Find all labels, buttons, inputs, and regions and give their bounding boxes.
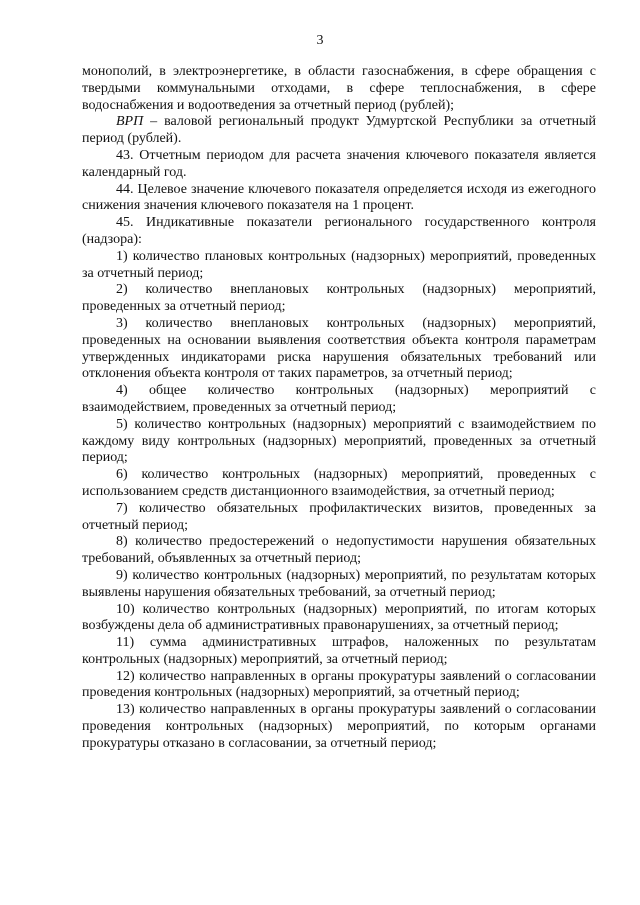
page-number: 3	[316, 33, 324, 48]
list-item: 8) количество предостережений о недопустимости нарушения обязательных требований, объявленных за отчетный период;	[82, 534, 596, 567]
list-item: 4) общее количество контрольных (надзорных) мероприятий с взаимодействием, проведенных за отчетный период;	[82, 383, 596, 415]
paragraph: 45. Индикативные показатели регионального государственного контроля (надзора):	[82, 215, 596, 247]
paragraph: монополий, в электроэнергетике, в области газоснабжения, в сфере обращения с твердыми коммунальными отходами, в сфере теплоснабжения, в сфере водоснабжения и водоотведения за отчетный период (рублей);	[82, 64, 596, 113]
list-item: 1) количество плановых контрольных (надзорных) мероприятий, проведенных за отчетный период;	[82, 248, 596, 281]
document-body	[82, 64, 596, 753]
definition-paragraph	[82, 114, 596, 148]
definition-term: ВРП	[116, 114, 144, 130]
list-item: 3) количество внеплановых контрольных (надзорных) мероприятий, проведенных на основании выявления соответствия объекта контроля параметрам утвержденных индикаторами риска нарушения обязательных требований или отклонения объекта контроля от таких параметров, за отчетный период;	[82, 315, 596, 382]
definition-text: – валовой региональный продукт Удмуртской Республики за отчетный период (рублей).	[82, 114, 596, 147]
list-item: 10) количество контрольных (надзорных) мероприятий, по итогам которых возбуждены дела об административных правонарушениях, за отчетный период;	[82, 601, 596, 634]
list-item: 12) количество направленных в органы прокуратуры заявлений о согласовании проведения контрольных (надзорных) мероприятий, за отчетный период;	[82, 668, 596, 701]
list-item: 6) количество контрольных (надзорных) мероприятий, проведенных с использованием средств дистанционного взаимодействия, за отчетный период;	[82, 467, 596, 499]
paragraph: 43. Отчетным периодом для расчета значения ключевого показателя является календарный год.	[82, 147, 596, 180]
paragraph: 44. Целевое значение ключевого показателя определяется исходя из ежегодного снижения значения ключевого показателя на 1 процент.	[82, 181, 596, 214]
list-item: 9) количество контрольных (надзорных) мероприятий, по результатам которых выявлены нарушения обязательных требований, за отчетный период;	[82, 567, 596, 600]
list-item: 11) сумма административных штрафов, наложенных по результатам контрольных (надзорных) мероприятий, за отчетный период;	[82, 635, 596, 667]
list-item: 2) количество внеплановых контрольных (надзорных) мероприятий, проведенных за отчетный период;	[82, 282, 596, 315]
list-item: 5) количество контрольных (надзорных) мероприятий с взаимодействием по каждому виду контрольных (надзорных) мероприятий, проведенных за отчетный период;	[82, 416, 596, 466]
list-item: 7) количество обязательных профилактических визитов, проведенных за отчетный период;	[82, 500, 596, 533]
list-item: 13) количество направленных в органы прокуратуры заявлений о согласовании проведения контрольных (надзорных) мероприятий, по которым органами прокуратуры отказано в согласовании, за отчетный период;	[82, 702, 596, 751]
